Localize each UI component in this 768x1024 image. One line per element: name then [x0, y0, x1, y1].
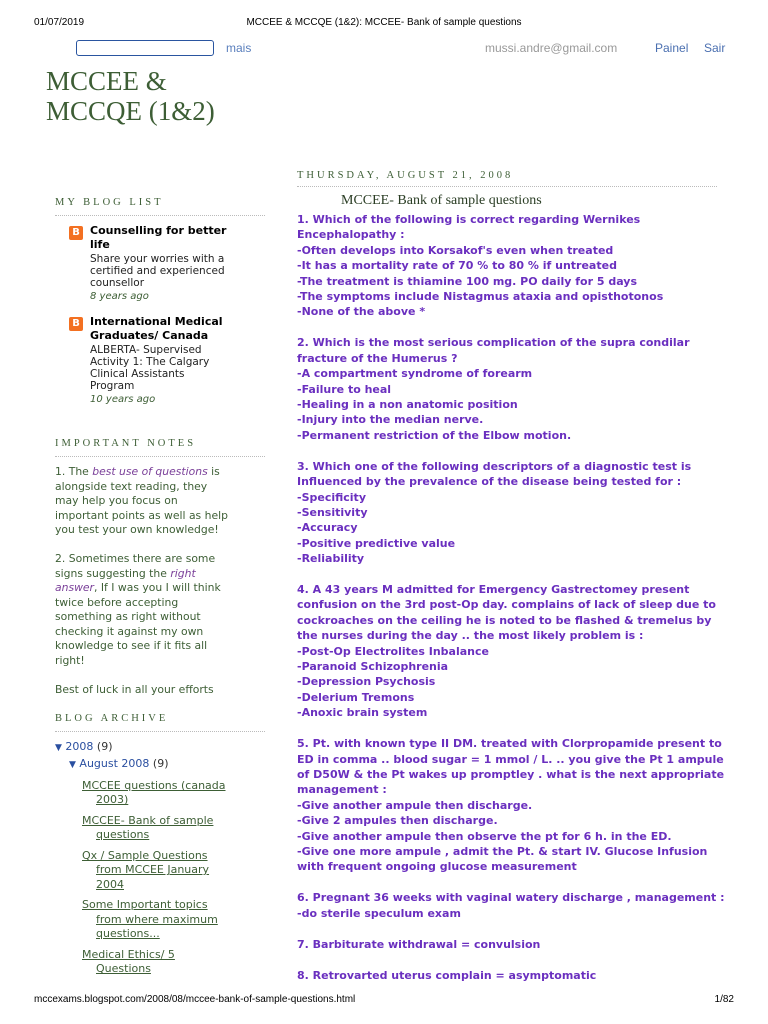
question-line: -The symptoms include Nistagmus ataxia and opisthotonos	[297, 290, 664, 304]
archive-month-count: (9)	[152, 757, 169, 771]
link-line: 2003)	[96, 793, 129, 807]
snippet-line: Clinical Assistants	[90, 367, 185, 380]
snippet-line: Activity 1: The Calgary	[90, 355, 210, 368]
question-block	[297, 890, 725, 921]
question-line: cockroaches on the ceiling he is noted to be flashed & tremelus by	[297, 613, 712, 627]
note-text: you test your own knowledge!	[55, 523, 219, 537]
question-block	[297, 212, 717, 320]
question-line: -Often develops into Korsakof's even when treated	[297, 243, 614, 257]
archive-month[interactable]	[69, 757, 235, 773]
question-line: ED in comma .. blood sugar = 1 mmol / L. .. you give the Pt 1 ampule	[297, 752, 724, 766]
link-line: Questions	[96, 962, 151, 976]
question-line: -It has a mortality rate of 70 % to 80 % if untreated	[297, 259, 617, 273]
note-paragraph: Best of luck in all your efforts	[55, 682, 214, 696]
question-line: -Specificity	[297, 490, 366, 504]
link-line: questions	[96, 828, 150, 842]
question-line: -do sterile speculum exam	[297, 906, 461, 920]
note-text: important points as well as help	[55, 508, 228, 522]
question-block	[297, 736, 725, 875]
link-line: questions...	[96, 927, 160, 941]
question-line: -Sensitivity	[297, 505, 368, 519]
question-text: 8. Retrovarted uterus complain = asymptomatic	[297, 968, 597, 982]
blog-list-item-time: 8 years ago	[90, 291, 149, 303]
link-line: 2004	[96, 877, 124, 891]
post-date: THURSDAY, AUGUST 21, 2008	[297, 170, 717, 187]
note-emphasis: best use of questions	[92, 465, 208, 479]
archive-year[interactable]	[55, 740, 235, 756]
question-line: the nurses during the day .. the most likely problem is :	[297, 629, 644, 643]
question-line: management :	[297, 783, 387, 797]
note-paragraph	[55, 552, 235, 668]
link-line: Some Important topics	[82, 898, 208, 912]
title-line: life	[90, 238, 110, 252]
question-line: -Delerium Tremons	[297, 690, 415, 704]
blog-archive-heading: BLOG ARCHIVE	[55, 712, 265, 732]
question-line: of D50W & the Pt wakes up promptley . what is the next appropriate	[297, 768, 725, 781]
link-line: MCCEE- Bank of sample	[82, 813, 214, 827]
note-text: may help you focus on	[55, 494, 178, 508]
question-text: 4. A 43 years M admitted for Emergency Gastrectomey present	[297, 583, 690, 597]
link-line: Qx / Sample Questions	[82, 848, 208, 862]
snippet-line: certified and experienced	[90, 265, 225, 278]
note-text: twice before accepting	[55, 595, 179, 609]
question-block	[297, 459, 717, 567]
note-paragraph	[55, 465, 235, 538]
question-block	[297, 335, 717, 443]
question-line: Encephalopathy :	[297, 228, 405, 242]
title-line: Graduates/ Canada	[90, 328, 209, 342]
blog-title-line: MCCEE &	[46, 66, 167, 96]
question-block	[297, 968, 717, 983]
note-text: 1. The	[55, 465, 93, 479]
question-text: 6. Pregnant 36 weeks with vaginal watery discharge , management :	[297, 891, 725, 905]
note-text: signs suggesting the	[55, 566, 171, 580]
question-line: -Give another ampule then observe the pt for 6 h. in the ED.	[297, 829, 672, 843]
note-emphasis: right	[170, 566, 196, 580]
note-emphasis: answer	[55, 581, 94, 595]
link-line: from where maximum	[96, 912, 218, 926]
triangle-down-icon[interactable]: ▼	[69, 760, 76, 771]
title-line: Counselling for better	[90, 224, 227, 238]
note-text: alongside text reading, they	[55, 479, 208, 493]
signout-link[interactable]: Sair	[704, 41, 726, 55]
question-line: Influenced by the prevalence of the disease being tested for :	[297, 475, 682, 489]
question-line: -Anoxic brain system	[297, 706, 428, 720]
dashboard-link[interactable]: Painel	[655, 41, 689, 55]
post-body	[297, 212, 725, 983]
blog-title[interactable]	[46, 66, 296, 126]
question-line: -Paranoid Schizophrenia	[297, 660, 449, 674]
important-notes-heading: IMPORTANT NOTES	[55, 437, 265, 457]
question-line: confusion on the 3rd post-Op day. complains of lack of sleep due to	[297, 598, 716, 612]
question-text: 3. Which one of the following descriptors of a diagnostic test is	[297, 459, 692, 473]
question-line: fracture of the Humerus ?	[297, 351, 458, 365]
blog-list-item-time: 10 years ago	[90, 393, 156, 405]
archive-post-link[interactable]	[82, 898, 232, 942]
question-text: 2. Which is the most serious complication of the supra condilar	[297, 336, 690, 350]
blogger-navbar	[0, 40, 768, 58]
user-email: mussi.andre@gmail.com	[485, 41, 618, 55]
question-block	[297, 582, 717, 721]
question-line: -Post-Op Electrolites Inbalance	[297, 644, 489, 658]
blog-archive	[55, 740, 235, 977]
print-url: mccexams.blogspot.com/2008/08/mccee-bank-of-sample-questions.html	[34, 994, 356, 1005]
question-text: 1. Which of the following is correct regarding Wernikes	[297, 213, 641, 226]
question-line: -Healing in a non anatomic position	[297, 397, 518, 411]
archive-post-link[interactable]	[82, 948, 232, 977]
question-line: -Reliability	[297, 552, 365, 566]
note-text: 2. Sometimes there are some	[55, 552, 216, 566]
note-text: knowledge to see if it fits all	[55, 639, 208, 653]
question-line: -Give another ampule then discharge.	[297, 798, 533, 812]
important-notes	[55, 465, 235, 697]
blogger-icon: B	[69, 226, 83, 240]
archive-year-count: (9)	[96, 739, 113, 753]
archive-year-label[interactable]: 2008	[65, 739, 94, 753]
note-text: checking it against my own	[55, 624, 204, 638]
note-text: is	[207, 465, 220, 479]
print-title: MCCEE & MCCQE (1&2): MCCEE- Bank of sample questions	[246, 17, 522, 28]
snippet-line: counsellor	[90, 277, 145, 290]
blog-list-item	[55, 224, 235, 304]
question-line: -Permanent restriction of the Elbow motion.	[297, 428, 572, 442]
sidebar	[55, 196, 235, 977]
blog-post	[297, 170, 725, 998]
blog-list-heading: MY BLOG LIST	[55, 196, 265, 216]
link-line: MCCEE questions (canada	[82, 778, 226, 792]
note-text: something as right without	[55, 610, 201, 624]
note-text: right!	[55, 653, 85, 667]
question-line: -Positive predictive value	[297, 536, 456, 550]
blog-list-item-title[interactable]	[90, 224, 235, 252]
title-line: International Medical	[90, 314, 223, 328]
print-page-number: 1/82	[714, 994, 734, 1005]
snippet-line: Share your worries with a	[90, 253, 225, 266]
question-line: with frequent ongoing glucose measurement	[297, 860, 577, 874]
question-line: -Accuracy	[297, 521, 358, 535]
snippet-line: ALBERTA- Supervised	[90, 343, 202, 356]
question-line: -None of the above *	[297, 305, 426, 319]
question-line: -Give one more ampule , admit the Pt. & start IV. Glucose Infusion	[297, 845, 708, 859]
blog-list-item-snippet	[90, 344, 235, 392]
question-line: -A compartment syndrome of forearm	[297, 367, 533, 381]
archive-post-link[interactable]	[82, 849, 232, 893]
blogger-icon: B	[69, 317, 83, 331]
triangle-down-icon[interactable]: ▼	[55, 742, 62, 753]
question-text: 5. Pt. with known type II DM. treated with Clorpropamide present to	[297, 737, 722, 751]
search-input[interactable]	[76, 40, 214, 56]
note-text: , If I was you I will think	[94, 581, 221, 595]
question-line: -Failure to heal	[297, 382, 392, 396]
post-title: MCCEE- Bank of sample questions	[341, 193, 542, 208]
question-line: -Give 2 ampules then discharge.	[297, 814, 498, 828]
link-line: Medical Ethics/ 5	[82, 947, 175, 961]
question-block	[297, 937, 717, 952]
question-line: -Depression Psychosis	[297, 675, 436, 689]
blog-list-item-title[interactable]	[90, 315, 235, 343]
blog-list-item-snippet	[90, 253, 235, 289]
archive-post-link[interactable]	[82, 814, 232, 843]
question-line: -Injury into the median nerve.	[297, 413, 484, 427]
archive-post-link[interactable]	[82, 779, 232, 808]
question-text: 7. Barbiturate withdrawal = convulsion	[297, 937, 541, 951]
archive-month-label[interactable]: August 2008	[79, 757, 150, 771]
question-line: -The treatment is thiamine 100 mg. PO daily for 5 days	[297, 274, 637, 288]
snippet-line: Program	[90, 379, 135, 392]
link-line: from MCCEE January	[96, 863, 210, 877]
blog-list-item	[55, 315, 235, 407]
print-date: 01/07/2019	[34, 17, 85, 28]
blog-title-line: MCCQE (1&2)	[46, 96, 215, 126]
more-link[interactable]: mais	[226, 41, 252, 55]
